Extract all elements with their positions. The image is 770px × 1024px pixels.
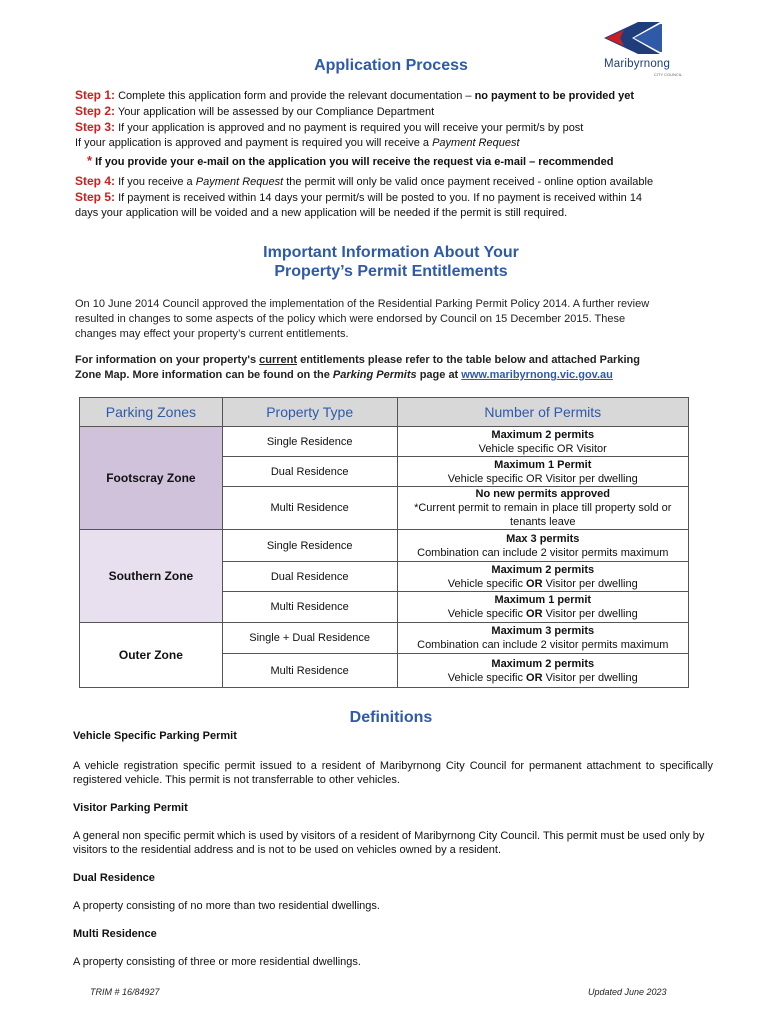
definition-text: A property consisting of no more than two residential dwellings.: [73, 900, 380, 912]
zone-outer: Outer Zone: [80, 623, 223, 688]
table-row: [80, 427, 689, 457]
step-label: Step 3:: [75, 120, 116, 134]
permits-max: Max 3 permits: [506, 532, 580, 545]
step-text: Your application will be assessed by our Compliance Department: [115, 106, 435, 118]
step-label: Step 1:: [75, 88, 116, 102]
property-type-cell: Single + Dual Residence: [222, 623, 397, 654]
payment-request-term: Payment Request: [195, 176, 284, 188]
definitions-header: [0, 708, 770, 727]
current-underlined: current: [259, 354, 298, 366]
permits-max: Maximum 2 permits: [491, 428, 595, 441]
step-bold-text: no payment to be provided yet: [474, 90, 635, 102]
info-text: entitlements please refer to the table below and attached Parking: [297, 354, 640, 366]
permits-max: Maximum 2 permits: [491, 563, 595, 576]
permits-max: No new permits approved: [475, 488, 610, 500]
council-website-link[interactable]: www.maribyrnong.vic.gov.au: [461, 369, 613, 381]
property-type-cell: Single Residence: [222, 427, 397, 457]
permits-detail: tenants leave: [510, 516, 576, 528]
intro-paragraph: [75, 297, 725, 342]
step-5-continuation: days your application will be voided and a new application will be needed if the permit is still required.: [75, 207, 568, 219]
permits-cell: [397, 457, 688, 487]
intro-line: changes may effect your property’s current entitlements.: [75, 328, 349, 340]
definitions-title: Definitions: [349, 709, 433, 726]
important-info-header: [0, 243, 770, 281]
permits-detail: Vehicle specific OR Visitor: [478, 442, 607, 455]
definition-text: A general non specific permit which is used by visitors of a resident of Maribyrnong City Council. This permit must be used only by visitors to the residential address and is not to be used on vehicles owned by a resident.: [73, 830, 705, 856]
step-text: If your application is approved and no payment is required you will receive your permit/s by post: [115, 122, 584, 134]
permits-max: Maximum 1 Permit: [494, 458, 592, 471]
property-type-cell: Dual Residence: [222, 457, 397, 487]
permits-max: Maximum 1 permit: [494, 594, 592, 606]
info-text: Zone Map. More information can be found on the: [75, 369, 333, 381]
step-label: Step 5:: [75, 190, 116, 204]
table-header-row: [80, 398, 689, 427]
step-text: the permit will only be valid once payment received - online option available: [283, 176, 654, 188]
important-info-title-line-2: Property’s Permit Entitlements: [274, 263, 508, 280]
trim-reference: TRIM # 16/84927: [90, 987, 160, 997]
logo-mark-icon: [598, 18, 704, 58]
zone-southern: Southern Zone: [80, 530, 223, 623]
definitions-list: [73, 727, 713, 969]
permits-detail: Vehicle specific OR Visitor per dwelling: [447, 608, 638, 620]
table-row: [80, 530, 689, 562]
permits-cell: [397, 654, 688, 688]
permits-cell: [397, 562, 688, 592]
permits-detail: Combination can include 2 visitor permits maximum: [417, 546, 669, 559]
step-label: Step 2:: [75, 104, 116, 118]
step-1: [75, 88, 725, 104]
permits-detail: Combination can include 2 visitor permits maximum: [417, 639, 669, 651]
intro-line: On 10 June 2014 Council approved the implementation of the Residential Parking Permit Policy 2014. A further review: [75, 298, 650, 310]
permits-cell: [397, 623, 688, 654]
definition-heading: Multi Residence: [73, 928, 157, 940]
permits-cell: [397, 427, 688, 457]
logo-name: Maribyrnong: [604, 58, 671, 70]
step-label: Step 4:: [75, 174, 116, 188]
step-text: If you receive a: [115, 176, 196, 188]
payment-request-term: Payment Request: [432, 137, 520, 149]
definition-heading: Vehicle Specific Parking Permit: [73, 730, 237, 742]
permits-detail: *Current permit to remain in place till property sold or: [414, 502, 672, 514]
header-property-type: Property Type: [222, 398, 397, 427]
info-text: page at: [416, 369, 462, 381]
email-note-text: If you provide your e-mail on the application you will receive the request via e-mail – recommended: [95, 156, 614, 168]
permits-cell: [397, 487, 688, 530]
permits-detail: Vehicle specific OR Visitor per dwelling: [447, 472, 638, 485]
step-4: [75, 174, 725, 190]
header-number-of-permits: Number of Permits: [397, 398, 688, 427]
logo-subtitle: CITY COUNCIL: [654, 72, 683, 77]
parking-permits-term: Parking Permits: [332, 369, 417, 381]
property-type-cell: Single Residence: [222, 530, 397, 562]
definition-text: A property consisting of three or more residential dwellings.: [73, 956, 361, 968]
step-5: [75, 190, 725, 206]
definition-heading: Dual Residence: [73, 872, 155, 884]
steps-list: [75, 88, 725, 221]
permits-table: [79, 397, 689, 688]
step-3: [75, 120, 725, 136]
permits-cell: [397, 592, 688, 623]
updated-date: Updated June 2023: [588, 987, 667, 997]
definition-text: A vehicle registration specific permit issued to a resident of Maribyrnong City Council for permanent attachment to specifically registered vehicle. This permit is not transferrable to other vehicles.: [73, 760, 713, 786]
important-info-title-line-1: Important Information About Your: [263, 244, 519, 261]
permits-detail: Vehicle specific OR Visitor per dwelling: [447, 577, 638, 590]
zone-footscray: Footscray Zone: [80, 427, 223, 530]
step-2: [75, 104, 725, 120]
property-type-cell: Multi Residence: [222, 654, 397, 688]
definition-heading: Visitor Parking Permit: [73, 802, 188, 814]
permits-cell: [397, 530, 688, 562]
table-row: [80, 623, 689, 654]
info-text: For information on your property's: [75, 354, 260, 366]
intro-line: resulted in changes to some aspects of the policy which were endorsed by Council on 15 December 2015. These: [75, 313, 626, 325]
application-process-header: [0, 56, 770, 75]
property-type-cell: Multi Residence: [222, 592, 397, 623]
info-paragraph: [75, 353, 725, 383]
step-text: If your application is approved and payment is required you will receive a: [75, 137, 433, 149]
asterisk-icon: *: [87, 153, 93, 168]
property-type-cell: Multi Residence: [222, 487, 397, 530]
email-note: [75, 153, 725, 170]
application-process-title: Application Process: [314, 57, 468, 74]
step-3-continuation: [75, 136, 725, 151]
permits-detail: Vehicle specific OR Visitor per dwelling: [447, 671, 638, 684]
permits-max: Maximum 2 permits: [491, 657, 595, 670]
property-type-cell: Dual Residence: [222, 562, 397, 592]
header-parking-zones: Parking Zones: [80, 398, 223, 427]
step-text: If payment is received within 14 days your permit/s will be posted to you. If no payment is received within 14: [115, 192, 643, 204]
permits-max: Maximum 3 permits: [491, 625, 595, 637]
step-text: Complete this application form and provide the relevant documentation –: [115, 90, 475, 102]
